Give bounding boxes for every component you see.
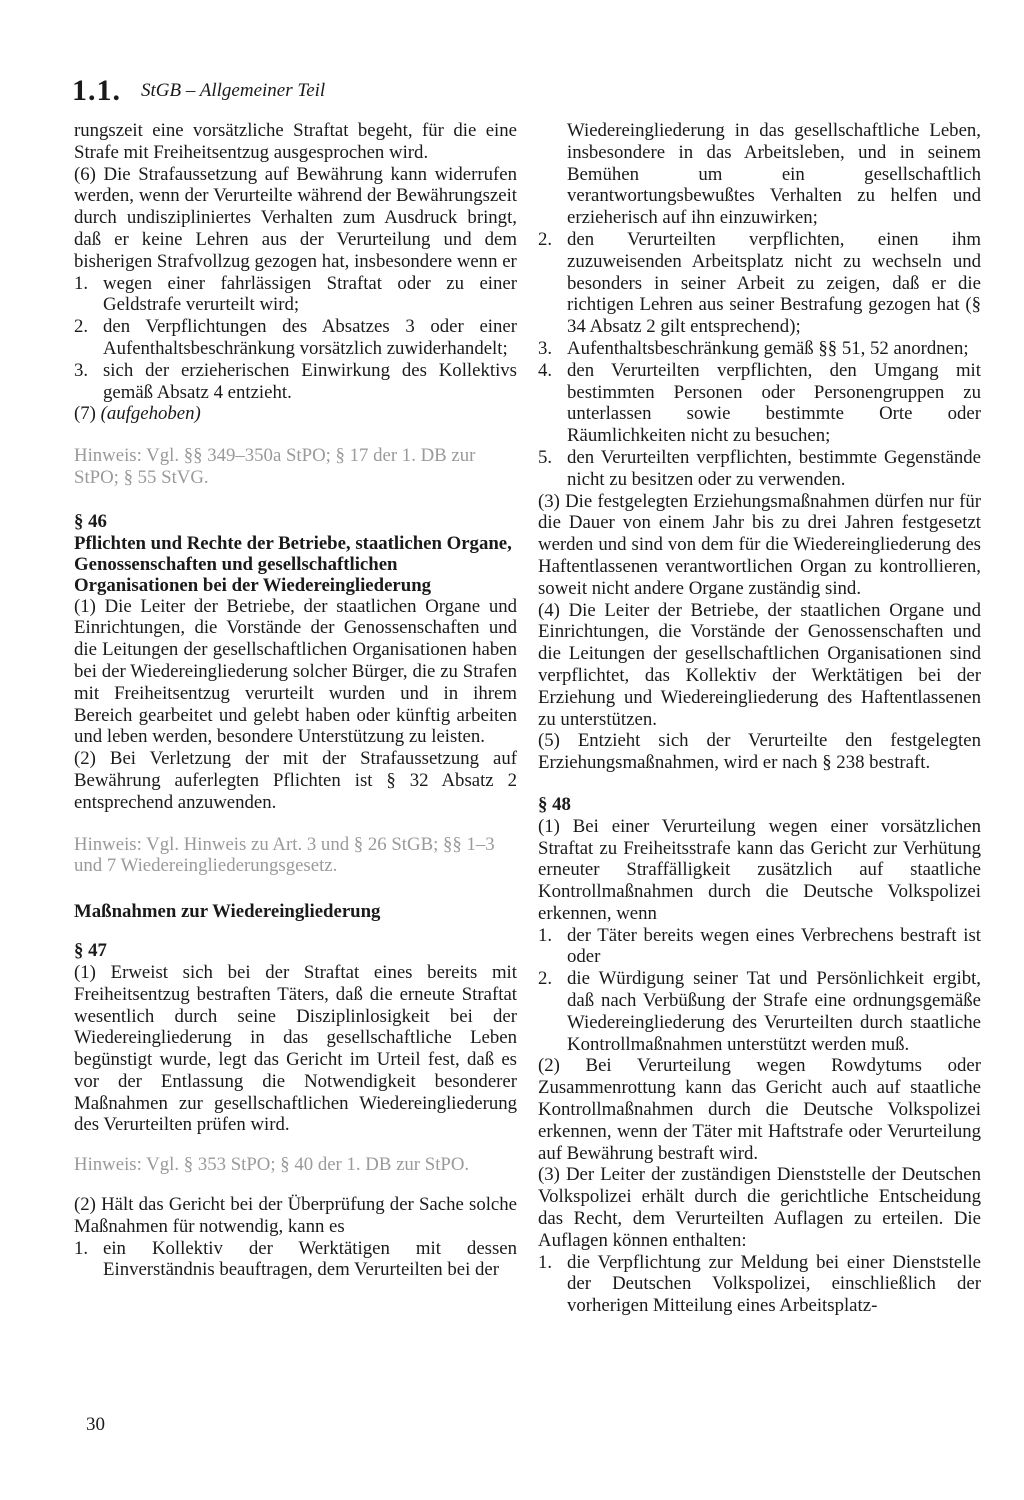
list-item	[538, 338, 981, 360]
page-header	[72, 74, 325, 108]
reference-note: Hinweis: Vgl. §§ 349–350a StPO; § 17 der 1. DB zur StPO; § 55 StVG.	[74, 445, 476, 488]
list-item	[74, 360, 517, 404]
list-number: 2.	[538, 968, 553, 990]
list-number: 1.	[538, 1251, 553, 1273]
list-item	[538, 925, 981, 969]
list-item	[538, 968, 981, 1055]
reference-note: Hinweis: Vgl. Hinweis zu Art. 3 und § 26 StGB; §§ 1–3 und 7 Wiedereingliederungsgesetz.	[74, 833, 495, 877]
list-text: die Verpflichtung zur Meldung bei einer Dienststelle der Deutschen Volkspolizei, einschließlich der vorherigen Mitteilung eines Arbeitsplatz-	[567, 1251, 981, 1317]
section-46-number: § 46	[74, 510, 107, 532]
list-item	[74, 273, 517, 317]
list-item	[74, 1238, 517, 1282]
list-text: Wiedereingliederung in das gesellschaftliche Leben, insbesondere in das Arbeitsleben, und in seinem Bemühen um ein gesellschaftlich verantwortungsbewußtes Verhalten zu helfen und erzieherisch auf ihn einzuwirken;	[567, 120, 981, 229]
list-number: 4.	[538, 359, 553, 381]
list-text: ein Kollektiv der Werktätigen mit dessen Einverständnis beauftragen, dem Verurteilten bei der	[103, 1237, 517, 1281]
section-48-number: § 48	[538, 793, 571, 815]
section-47-paragraph-2: (2) Hält das Gericht bei der Überprüfung der Sache solche Maßnahmen für notwendig, kann es	[74, 1194, 517, 1237]
list-item	[538, 447, 981, 491]
list-item-continued	[538, 120, 981, 229]
list-text: wegen einer fahrlässigen Straftat oder zu einer Geldstrafe verurteilt wird;	[103, 272, 517, 316]
section-46-paragraph-2: (2) Bei Verletzung der mit der Strafaussetzung auf Bewährung auferlegten Pflichten ist § 32 Absatz 2 entsprechend anzuwenden.	[74, 748, 517, 813]
reference-note: Hinweis: Vgl. § 353 StPO; § 40 der 1. DB zur StPO.	[74, 1154, 470, 1176]
list-item	[538, 229, 981, 338]
list-number: 3.	[74, 359, 89, 381]
paragraph-7	[74, 403, 517, 425]
repealed-note: (aufgehoben)	[100, 403, 201, 425]
list-text: der Täter bereits wegen eines Verbrechens bestraft ist oder	[567, 924, 981, 968]
paragraph-6: (6) Die Strafaussetzung auf Bewährung kann widerrufen werden, wenn der Verurteilte während der Bewährungszeit durch undiszipliniertes Verhalten zum Ausdruck bringt, daß er keine Lehren aus der Verurteilung und dem bisherigen Strafvollzug gezogen hat, insbesondere wenn er	[74, 163, 517, 272]
list-number: 2.	[74, 316, 89, 338]
page-number: 30	[86, 1414, 105, 1435]
section-48-paragraph-2: (2) Bei Verurteilung wegen Rowdytums oder Zusammenrottung kann das Gericht auch auf staatliche Kontrollmaßnahmen durch die Deutsche Volkspolizei erkennen, wenn der Täter mit Haftstrafe oder Verurteilung auf Bewährung bestraft wird.	[538, 1055, 981, 1164]
list-text: den Verurteilten verpflichten, den Umgang mit bestimmten Personen oder Personengruppen zu unterlassen sowie bestimmte Orte oder Räumlichkeiten nicht zu besuchen;	[567, 359, 981, 447]
list-number: 3.	[538, 337, 553, 359]
list-item	[74, 316, 517, 360]
list-text: den Verpflichtungen des Absatzes 3 oder einer Aufenthaltsbeschränkung vorsätzlich zuwiderhandelt;	[103, 316, 517, 359]
chapter-number: 1.1.	[72, 74, 121, 107]
section-46-paragraph-1: (1) Die Leiter der Betriebe, der staatlichen Organe und Einrichtungen, die Vorstände der Genossenschaften und die Leitungen der gesellschaftlichen Organisationen haben bei der Wiedereingliederung solcher Bürger, die zu Strafen mit Freiheitsentzug verurteilt wurden und in ihrem Bereich gearbeitet und gelebt haben oder künftig arbeiten und leben werden, besondere Unterstützung zu leisten.	[74, 595, 517, 748]
list-text: den Verurteilten verpflichten, einen ihm zuzuweisenden Arbeitsplatz nicht zu wechseln und besonders in seiner Arbeit zu zeigen, daß er die richtigen Lehren aus seiner Bestrafung gezogen hat (§ 34 Absatz 2 gilt entsprechend);	[567, 228, 981, 338]
list-number: 1.	[538, 924, 553, 946]
list-text: die Würdigung seiner Tat und Persönlichkeit ergibt, daß nach Verbüßung der Strafe eine ordnungsgemäße Wiedereingliederung des Verurteilten durch staatliche Kontrollmaßnahmen unterstützt werden muß.	[567, 968, 981, 1055]
list-number: 1.	[74, 1237, 89, 1259]
list-number: 2.	[538, 228, 553, 250]
section-48-paragraph-1: (1) Bei einer Verurteilung wegen einer vorsätzlichen Straftat zu Freiheitsstrafe kann das Gericht zur Verhütung erneuter Straffälligkeit zusätzlich auf staatliche Kontrollmaßnahmen durch die Deutsche Volkspolizei erkennen, wenn	[538, 815, 981, 924]
section-46-title: Pflichten und Rechte der Betriebe, staatlichen Organe, Genossenschaften und gesellschaftlichen Organisationen bei der Wiedereingliederung	[74, 532, 512, 596]
list-text: den Verurteilten verpflichten, bestimmte Gegenstände nicht zu besitzen oder zu verwenden.	[567, 446, 981, 490]
section-heading: Maßnahmen zur Wiedereingliederung	[74, 901, 381, 923]
list-item	[538, 1252, 981, 1317]
section-47-paragraph-3: (3) Die festgelegten Erziehungsmaßnahmen dürfen nur für die Dauer von einem Jahr bis zu drei Jahren festgesetzt werden und sind von dem für die Wiedereingliederung des Haftentlassenen verantwortlichen Organ zu kontrollieren, soweit nicht andere Organe zuständig sind.	[538, 490, 981, 599]
paragraph-7-label: (7)	[74, 403, 101, 425]
continued-paragraph: rungszeit eine vorsätzliche Straftat begeht, für die eine Strafe mit Freiheitsentzug ausgesprochen wird.	[74, 120, 517, 163]
left-column	[74, 120, 517, 1281]
section-47-paragraph-1: (1) Erweist sich bei der Straftat eines bereits mit Freiheitsentzug bestraften Täters, daß die erneute Straftat wesentlich durch seine Disziplinlosigkeit bei der Wiedereingliederung in das gesellschaftliche Leben begünstigt wurde, legt das Gericht im Urteil fest, daß es vor der Entlassung die Notwendigkeit besonderer Maßnahmen zur gesellschaftlichen Wiedereingliederung des Verurteilten prüfen wird.	[74, 961, 517, 1136]
list-number: 5.	[538, 446, 553, 468]
section-47-number: § 47	[74, 940, 107, 962]
section-47-paragraph-5: (5) Entzieht sich der Verurteilte den festgelegten Erziehungsmaßnahmen, wird er nach § 238 bestraft.	[538, 730, 981, 774]
right-column	[538, 120, 981, 1317]
list-text: Aufenthaltsbeschränkung gemäß §§ 51, 52 anordnen;	[567, 337, 969, 359]
section-48-paragraph-3: (3) Der Leiter der zuständigen Dienststelle der Deutschen Volkspolizei erhält durch die gerichtliche Entscheidung das Recht, dem Verurteilten Auflagen zu erteilen. Die Auflagen können enthalten:	[538, 1164, 981, 1251]
list-item	[538, 360, 981, 447]
section-47-paragraph-4: (4) Die Leiter der Betriebe, der staatlichen Organe und Einrichtungen, die Vorstände der Genossenschaften und die Leitungen der gesellschaftlichen Organisationen sind verpflichtet, das Kollektiv der Werktätigen bei der Erziehung und Wiedereingliederung des Haftentlassenen zu unterstützen.	[538, 599, 981, 730]
list-text: sich der erzieherischen Einwirkung des Kollektivs gemäß Absatz 4 entzieht.	[103, 359, 517, 403]
list-number: 1.	[74, 272, 89, 294]
running-title: StGB – Allgemeiner Teil	[141, 80, 326, 101]
